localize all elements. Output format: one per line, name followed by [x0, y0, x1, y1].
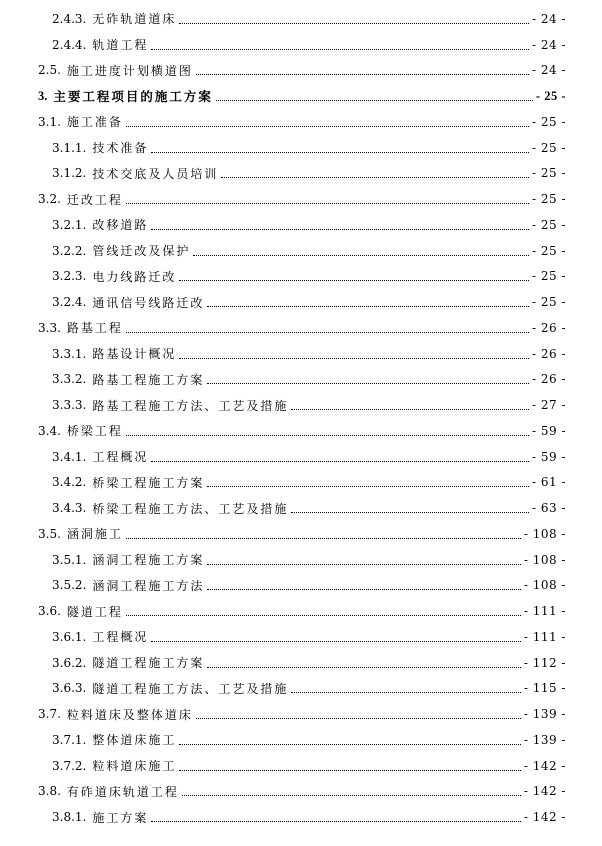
toc-entry-number: 3.4.	[38, 423, 61, 438]
toc-entry-number: 2.4.3.	[52, 11, 87, 26]
dot-leader	[126, 537, 521, 539]
toc-entry-page-number: - 139 -	[523, 707, 566, 722]
toc-entry-title: 无砟轨道道床	[92, 12, 177, 27]
toc-entry[interactable]	[0, 315, 602, 341]
toc-entry[interactable]	[0, 650, 602, 676]
toc-entry-page-number: - 25 -	[531, 166, 566, 181]
dot-leader	[207, 382, 529, 384]
toc-entry-page-number: - 61 -	[531, 475, 566, 490]
toc-entry-title: 涵洞施工	[66, 527, 123, 542]
toc-entry-page-number: - 24 -	[531, 11, 566, 26]
toc-entry-page-number: - 111 -	[523, 629, 566, 644]
toc-entry[interactable]	[0, 804, 602, 830]
toc-entry-title: 施工准备	[66, 115, 123, 130]
toc-entry[interactable]	[0, 495, 602, 521]
dot-leader	[151, 228, 529, 230]
toc-entry-number: 3.3.2.	[52, 372, 87, 387]
dot-leader	[207, 666, 520, 668]
toc-entry-title: 管线迁改及保护	[92, 244, 191, 259]
toc-entry-title: 施工进度计划横道图	[66, 63, 193, 78]
toc-entry[interactable]	[0, 289, 602, 315]
toc-entry-title: 涵洞工程施工方法	[92, 578, 205, 593]
toc-entry-title: 路基工程施工方案	[92, 372, 205, 387]
toc-entry[interactable]	[0, 264, 602, 290]
toc-entry[interactable]	[0, 186, 602, 212]
toc-entry-number: 2.5.	[38, 63, 61, 78]
dot-leader	[193, 254, 529, 256]
toc-entry[interactable]	[0, 727, 602, 753]
toc-entry-page-number: - 25 -	[531, 192, 566, 207]
toc-entry-page-number: - 25 -	[531, 140, 566, 155]
toc-entry-page-number: - 24 -	[531, 63, 566, 78]
toc-entry-number: 3.4.3.	[52, 501, 87, 516]
toc-entry-title: 整体道床施工	[92, 733, 177, 748]
toc-entry-number: 3.5.2.	[52, 578, 87, 593]
toc-entry-number: 3.3.1.	[52, 346, 87, 361]
toc-entry-title: 桥梁工程施工方法、工艺及措施	[92, 501, 289, 516]
dot-leader	[207, 588, 520, 590]
dot-leader	[291, 408, 529, 410]
toc-entry[interactable]	[0, 444, 602, 470]
toc-entry-page-number: - 112 -	[523, 655, 566, 670]
toc-entry-title: 隧道工程施工方法、工艺及措施	[92, 681, 289, 696]
toc-entry-number: 3.2.3.	[52, 269, 87, 284]
toc-entry-number: 3.7.2.	[52, 758, 87, 773]
toc-entry[interactable]	[0, 701, 602, 727]
toc-entry[interactable]	[0, 238, 602, 264]
toc-entry-number: 3.8.	[38, 784, 61, 799]
toc-entry-number: 3.	[38, 88, 48, 103]
toc-entry-page-number: - 26 -	[531, 346, 566, 361]
toc-entry[interactable]	[0, 392, 602, 418]
toc-entry-number: 3.6.	[38, 604, 61, 619]
dot-leader	[179, 743, 520, 745]
toc-entry[interactable]	[0, 58, 602, 84]
toc-entry-title: 路基设计概况	[92, 347, 177, 362]
toc-entry-page-number: - 25 -	[535, 88, 566, 103]
toc-entry[interactable]	[0, 547, 602, 573]
toc-entry-title: 轨道工程	[92, 38, 149, 53]
toc-entry-number: 3.2.2.	[52, 243, 87, 258]
toc-entry-page-number: - 27 -	[531, 398, 566, 413]
toc-entry[interactable]	[0, 135, 602, 161]
toc-entry-number: 3.1.	[38, 114, 61, 129]
toc-entry-page-number: - 26 -	[531, 320, 566, 335]
toc-entry-page-number: - 108 -	[523, 578, 566, 593]
toc-entry-page-number: - 25 -	[531, 114, 566, 129]
toc-entry-number: 3.2.4.	[52, 295, 87, 310]
dot-leader	[151, 151, 529, 153]
toc-entry-page-number: - 24 -	[531, 37, 566, 52]
toc-entry[interactable]	[0, 779, 602, 805]
dot-leader	[182, 794, 521, 796]
toc-entry-title: 主要工程项目的施工方案	[53, 90, 213, 105]
dot-leader	[126, 331, 529, 333]
toc-entry[interactable]	[0, 161, 602, 187]
toc-entry-page-number: - 142 -	[523, 784, 566, 799]
toc-entry-number: 3.6.1.	[52, 629, 87, 644]
toc-entry-page-number: - 115 -	[523, 681, 566, 696]
toc-entry-number: 3.6.3.	[52, 681, 87, 696]
dot-leader	[126, 125, 529, 127]
toc-entry[interactable]	[0, 32, 602, 58]
toc-entry[interactable]	[0, 598, 602, 624]
dot-leader	[291, 511, 529, 513]
dot-leader	[179, 22, 529, 24]
toc-entry-number: 3.7.	[38, 707, 61, 722]
dot-leader	[151, 460, 529, 462]
toc-entry-number: 3.5.1.	[52, 552, 87, 567]
toc-entry-page-number: - 25 -	[531, 269, 566, 284]
dot-leader	[126, 202, 529, 204]
toc-entry-number: 2.4.4.	[52, 37, 87, 52]
toc-entry-title: 路基工程	[66, 321, 123, 336]
dot-leader	[207, 485, 529, 487]
toc-entry[interactable]	[0, 418, 602, 444]
dot-leader	[151, 640, 520, 642]
toc-entry-title: 桥梁工程施工方案	[92, 475, 205, 490]
toc-entry-number: 3.6.2.	[52, 655, 87, 670]
toc-entry-number: 3.2.	[38, 192, 61, 207]
table-of-contents	[0, 6, 602, 830]
toc-entry-page-number: - 111 -	[523, 604, 566, 619]
toc-entry-page-number: - 142 -	[523, 758, 566, 773]
toc-entry[interactable]	[0, 521, 602, 547]
toc-entry-title: 粒料道床及整体道床	[66, 707, 193, 722]
toc-entry[interactable]	[0, 470, 602, 496]
toc-entry[interactable]	[0, 6, 602, 32]
toc-entry-title: 隧道工程	[66, 604, 123, 619]
toc-entry-number: 3.1.1.	[52, 140, 87, 155]
toc-entry-number: 3.8.1.	[52, 810, 87, 825]
toc-entry[interactable]	[0, 83, 602, 109]
toc-entry-title: 桥梁工程	[66, 424, 123, 439]
toc-entry-number: 3.1.2.	[52, 166, 87, 181]
dot-leader	[179, 279, 529, 281]
toc-entry-page-number: - 25 -	[531, 295, 566, 310]
dot-leader	[196, 73, 529, 75]
toc-entry-title: 改移道路	[92, 218, 149, 233]
toc-entry-page-number: - 59 -	[531, 423, 566, 438]
dot-leader	[221, 176, 529, 178]
toc-entry-title: 涵洞工程施工方案	[92, 553, 205, 568]
toc-entry-page-number: - 25 -	[531, 217, 566, 232]
toc-entry[interactable]	[0, 341, 602, 367]
dot-leader	[126, 614, 521, 616]
dot-leader	[207, 563, 520, 565]
toc-entry-title: 施工方案	[92, 810, 149, 825]
toc-entry-title: 工程概况	[92, 450, 149, 465]
toc-entry-number: 3.2.1.	[52, 217, 87, 232]
toc-entry[interactable]	[0, 753, 602, 779]
toc-entry[interactable]	[0, 624, 602, 650]
toc-entry-page-number: - 63 -	[531, 501, 566, 516]
toc-entry-page-number: - 25 -	[531, 243, 566, 258]
toc-entry-page-number: - 59 -	[531, 449, 566, 464]
toc-entry-title: 路基工程施工方法、工艺及措施	[92, 398, 289, 413]
toc-entry-title: 迁改工程	[66, 192, 123, 207]
dot-leader	[196, 717, 521, 719]
toc-entry-title: 粒料道床施工	[92, 759, 177, 774]
toc-entry-number: 3.5.	[38, 526, 61, 541]
toc-entry-number: 3.7.1.	[52, 732, 87, 747]
toc-entry-page-number: - 108 -	[523, 552, 566, 567]
toc-entry-page-number: - 139 -	[523, 732, 566, 747]
toc-entry-page-number: - 108 -	[523, 526, 566, 541]
dot-leader	[179, 769, 520, 771]
toc-entry-title: 技术交底及人员培训	[92, 166, 219, 181]
toc-entry[interactable]	[0, 109, 602, 135]
toc-entry-title: 有砟道床轨道工程	[66, 784, 179, 799]
toc-entry-title: 工程概况	[92, 630, 149, 645]
dot-leader	[291, 691, 520, 693]
dot-leader	[151, 48, 529, 50]
toc-entry-title: 隧道工程施工方案	[92, 656, 205, 671]
toc-entry[interactable]	[0, 573, 602, 599]
toc-entry-number: 3.3.3.	[52, 398, 87, 413]
toc-entry-number: 3.4.1.	[52, 449, 87, 464]
toc-entry[interactable]	[0, 212, 602, 238]
dot-leader	[126, 434, 529, 436]
toc-entry-page-number: - 142 -	[523, 810, 566, 825]
toc-entry-page-number: - 26 -	[531, 372, 566, 387]
toc-entry[interactable]	[0, 676, 602, 702]
toc-entry-number: 3.4.2.	[52, 475, 87, 490]
dot-leader	[179, 357, 529, 359]
dot-leader	[151, 820, 520, 822]
toc-entry-title: 通讯信号线路迁改	[92, 295, 205, 310]
dot-leader	[207, 305, 529, 307]
toc-entry-title: 技术准备	[92, 141, 149, 156]
toc-entry-number: 3.3.	[38, 320, 61, 335]
toc-entry[interactable]	[0, 367, 602, 393]
dot-leader	[216, 99, 533, 101]
toc-entry-title: 电力线路迁改	[92, 269, 177, 284]
